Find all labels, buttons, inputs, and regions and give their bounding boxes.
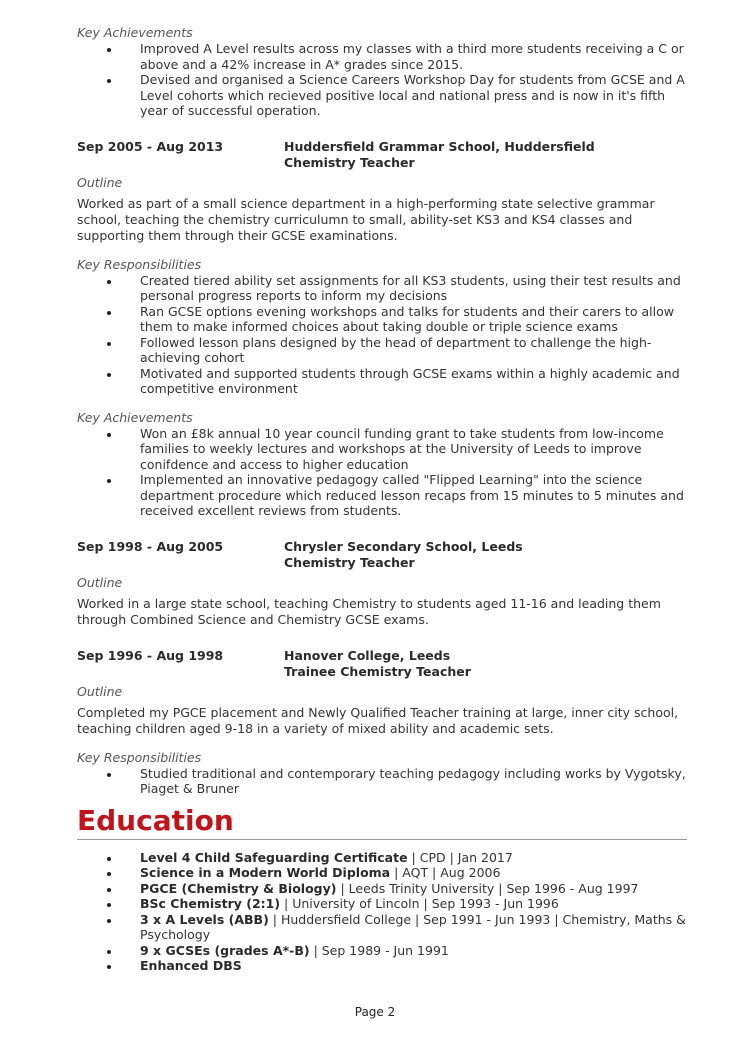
education-divider xyxy=(77,839,687,840)
education-item-name: Science in a Modern World Diploma xyxy=(140,865,391,880)
list-item xyxy=(140,943,687,959)
education-item-name: 9 x GCSEs (grades A*-B) xyxy=(140,942,310,958)
list-item: Followed lesson plans designed by the head of department to challenge the high-achieving cohort xyxy=(140,335,687,366)
education-item-name: BSc Chemistry (2:1) xyxy=(140,896,281,911)
list-item xyxy=(140,896,687,912)
page-number: Page 2 xyxy=(354,1005,396,1019)
job2-achievements-list xyxy=(77,426,687,519)
job2-responsibilities-list xyxy=(77,273,687,397)
list-item xyxy=(140,865,687,881)
job4-responsibilities-list xyxy=(77,766,687,797)
education-item-name: PGCE (Chemistry & Biology) xyxy=(140,880,337,896)
education-item-name: 3 x A Levels (ABB) xyxy=(140,911,269,927)
job3-header xyxy=(77,539,687,571)
job3-role: Chemistry Teacher xyxy=(284,554,415,570)
list-item xyxy=(140,881,687,897)
job2-role: Chemistry Teacher xyxy=(284,154,415,170)
job2-outline: Worked as part of a small science department in a high-performing state selective grammar school, teaching the chemistry curriculumn to small, ability-set KS3 and KS4 classes and supporting them through their GCSE examinations. xyxy=(77,195,655,243)
education-item-detail: | CPD | Jan 2017 xyxy=(407,849,513,865)
job1-achievements-label: Key Achievements xyxy=(77,25,193,40)
list-item: Created tiered ability set assignments for all KS3 students, using their test results and personal progress reports to inform my decisions xyxy=(140,273,687,304)
education-item-detail: | Leeds Trinity University | Sep 1996 - Aug 1997 xyxy=(336,880,639,896)
job4-responsibilities-label: Key Responsibilities xyxy=(77,749,202,765)
job2-header xyxy=(77,139,687,171)
education-item-name: Enhanced DBS xyxy=(140,958,242,973)
list-item xyxy=(140,958,687,974)
list-item: Motivated and supported students through GCSE exams within a highly academic and competitive environment xyxy=(140,366,687,397)
job2-achievements-label: Key Achievements xyxy=(77,409,193,425)
job4-school: Hanover College, Leeds xyxy=(284,647,451,663)
list-item: Won an £8k annual 10 year council funding grant to take students from low-income families to weekly lectures and workshops at the University of Leeds to improve conifdence and access to higher education xyxy=(140,426,687,473)
list-item: Ran GCSE options evening workshops and talks for students and their carers to allow them to make informed choices about taking double or triple science exams xyxy=(140,304,687,335)
job1-achievements-list xyxy=(77,41,687,119)
education-section xyxy=(77,850,687,974)
job4-header xyxy=(77,648,687,680)
education-item-name: Level 4 Child Safeguarding Certificate xyxy=(140,849,408,865)
list-item: Implemented an innovative pedagogy called "Flipped Learning" into the science department procedure which reduced lesson recaps from 15 minutes to 5 minutes and received excellent reviews from students. xyxy=(140,472,687,519)
job2-school: Huddersfield Grammar School, Huddersfield xyxy=(284,138,595,154)
list-item xyxy=(140,850,687,866)
job4-outline: Completed my PGCE placement and Newly Qualified Teacher training at large, inner city school, teaching children aged 9-18 in a variety of mixed ability and academic sets. xyxy=(77,704,679,736)
education-item-detail: | Huddersfield College | Sep 1991 - Jun 1993 | Chemistry, Maths & Psychology xyxy=(140,911,686,942)
resume-page xyxy=(77,24,687,974)
list-item: Improved A Level results across my classes with a third more students receiving a C or above and a 42% increase in A* grades since 2015. xyxy=(140,41,687,72)
list-item: Studied traditional and contemporary teaching pedagogy including works by Vygotsky, Piaget & Bruner xyxy=(140,765,686,796)
job3-outline-label: Outline xyxy=(77,574,123,590)
job3-outline: Worked in a large state school, teaching Chemistry to students aged 11-16 and leading them through Combined Science and Chemistry GCSE exams. xyxy=(77,595,661,627)
list-item xyxy=(140,912,687,943)
education-heading: Education xyxy=(77,803,234,837)
job2-dates: Sep 2005 - Aug 2013 xyxy=(77,138,224,154)
list-item: Devised and organised a Science Careers Workshop Day for students from GCSE and A Level cohorts which recieved positive local and national press and is now in it's fifth year of successful operation. xyxy=(140,72,687,119)
job3-school: Chrysler Secondary School, Leeds xyxy=(284,538,523,554)
job2-outline-label: Outline xyxy=(77,174,123,190)
education-item-detail: | Sep 1989 - Jun 1991 xyxy=(309,942,449,958)
job4-dates: Sep 1996 - Aug 1998 xyxy=(77,647,224,663)
education-item-detail: | University of Lincoln | Sep 1993 - Jun 1996 xyxy=(280,896,559,911)
job3-dates: Sep 1998 - Aug 2005 xyxy=(77,538,224,554)
job2-responsibilities-label: Key Responsibilities xyxy=(77,256,202,272)
job4-outline-label: Outline xyxy=(77,683,123,699)
education-item-detail: | AQT | Aug 2006 xyxy=(390,865,501,880)
job4-role: Trainee Chemistry Teacher xyxy=(284,663,471,679)
education-list xyxy=(77,850,687,974)
